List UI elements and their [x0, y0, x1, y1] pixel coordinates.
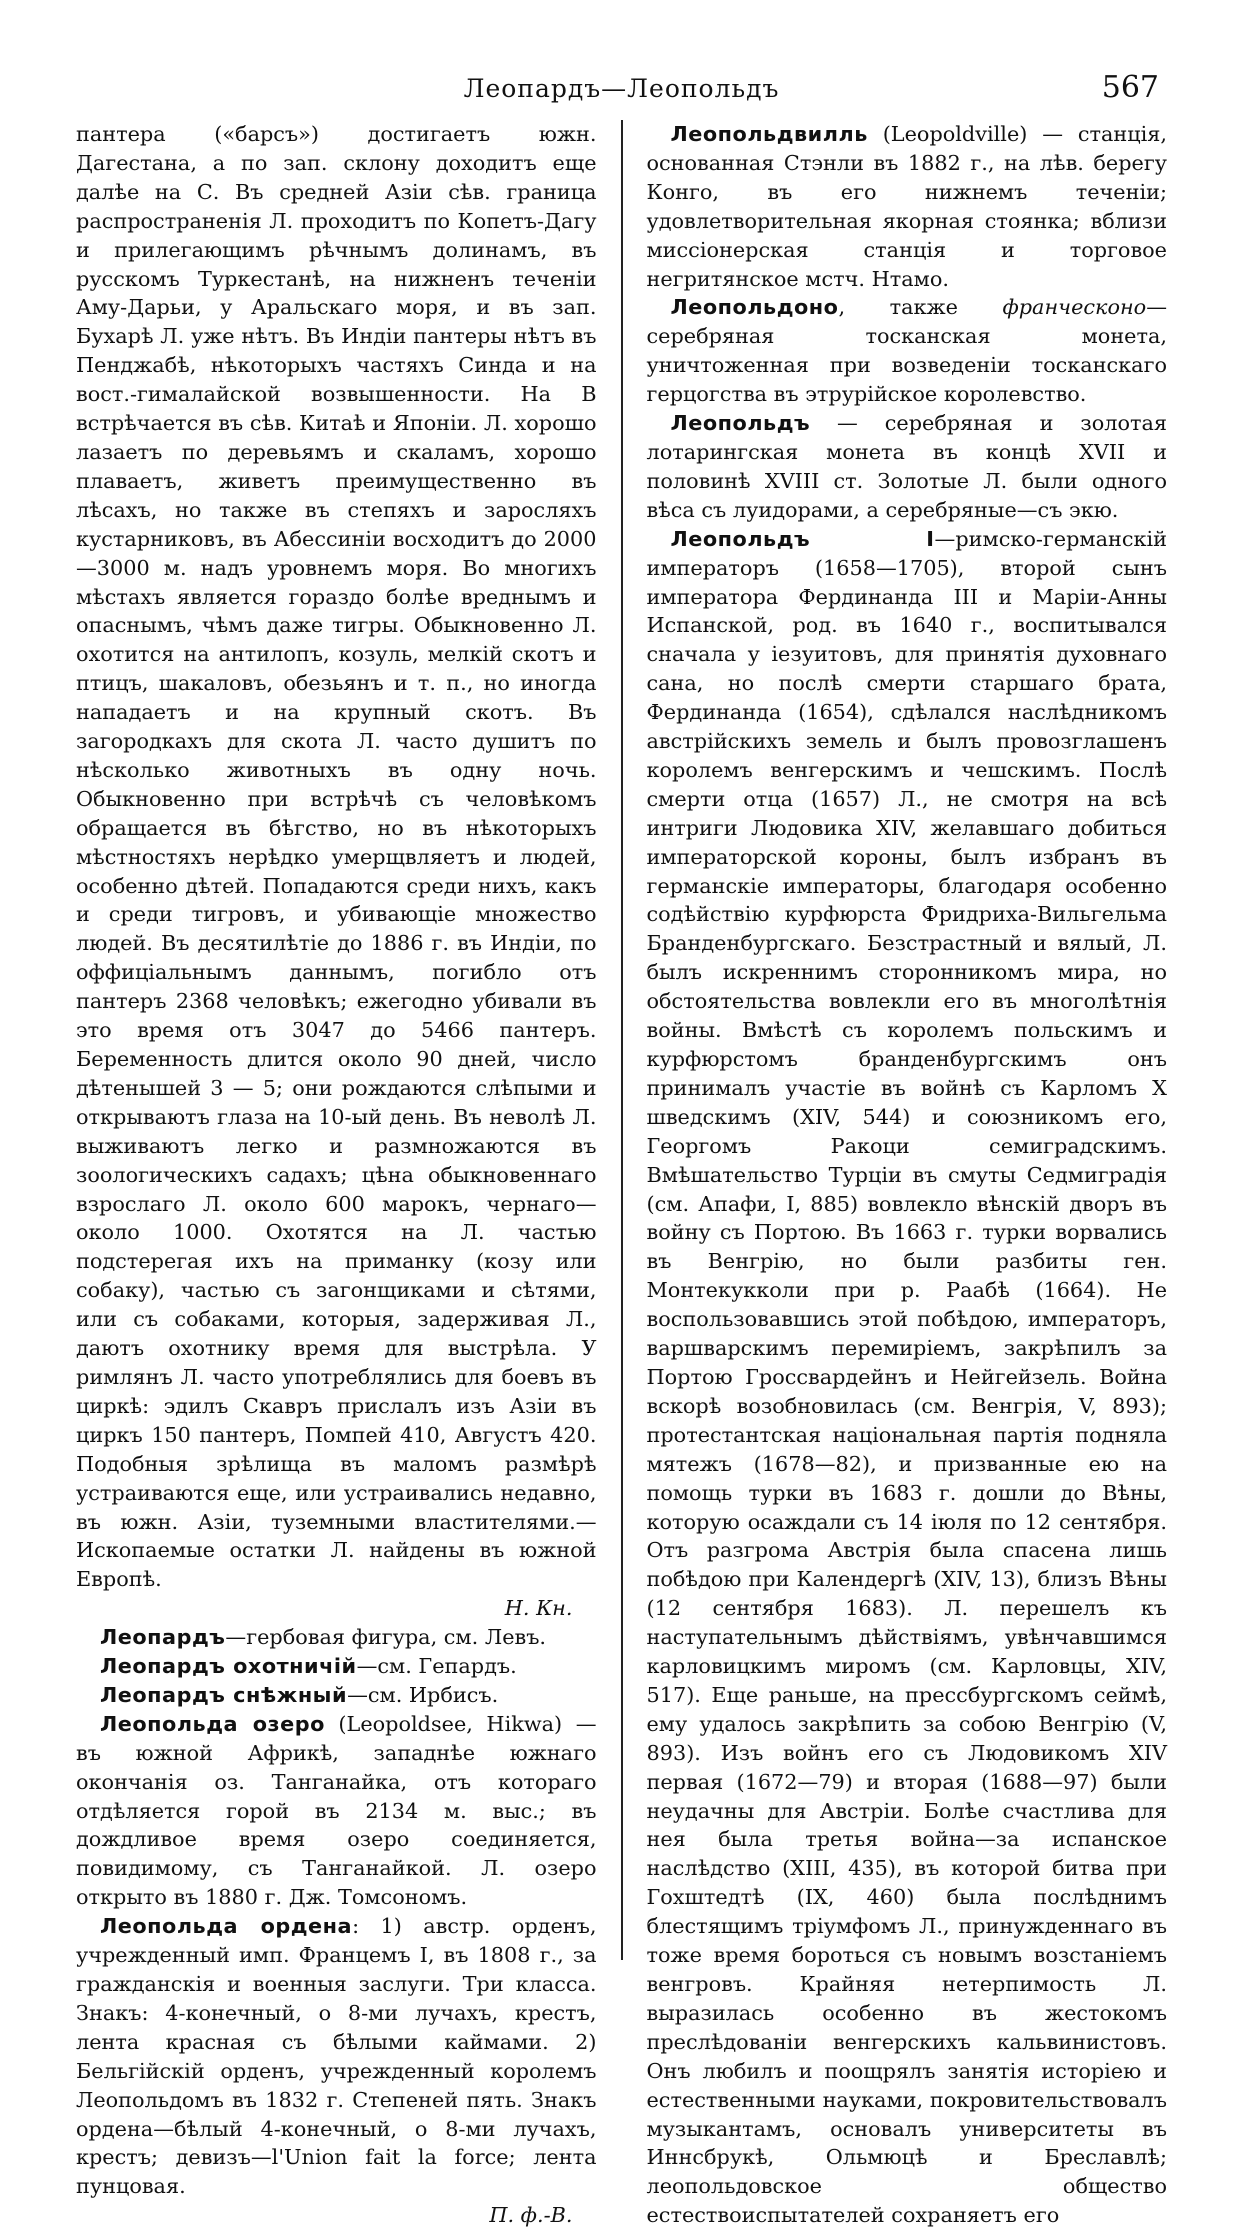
entry-headword: Леопольда озеро	[100, 1711, 325, 1736]
leopard-article-continuation: пантера («барсъ») достигаетъ южн. Дагестана, а по зап. склону доходитъ еще далѣе на С. Въ средней Азіи сѣв. граница распространенія Л. проходитъ по Копетъ-Дагу и прилегающимъ рѣчнымъ долинамъ, въ русскомъ Туркестанѣ, на нижненъ теченіи Аму-Дарьи, у Аральскаго моря, и въ зап. Бухарѣ Л. уже нѣтъ. Въ Индіи пантеры нѣтъ въ Пенджабѣ, нѣкоторыхъ частяхъ Синда и на вост.-гималайской возвышенности. На В встрѣчается въ сѣв. Китаѣ и Японіи. Л. хорошо лазаетъ по деревьямъ и скаламъ, хорошо плаваетъ, живетъ преимущественно въ лѣсахъ, но также въ степяхъ и заросляхъ кустарниковъ, въ Абесcиніи восходитъ до 2000—3000 м. надъ уровнемъ моря. Во многихъ мѣстахъ является гораздо болѣе вреднымъ и опаснымъ, чѣмъ даже тигры. Обыкновенно Л. охотится на антилопъ, козуль, мелкій скотъ и птицъ, шакаловъ, обезьянъ и т. п., но иногда нападаетъ и на крупный скотъ. Въ загородкахъ для скота Л. часто душитъ по нѣсколько животныхъ въ одну ночь. Обыкновенно при встрѣчѣ съ человѣкомъ обращается въ бѣгство, но въ нѣкоторыхъ мѣстностяхъ нерѣдко умерщвляетъ и людей, особенно дѣтей. Попадаются среди нихъ, какъ и среди тигровъ, и убивающіе множество людей. Въ десятилѣтіе до 1886 г. въ Индіи, по оффиціальнымъ даннымъ, погибло отъ пантеръ 2368 человѣкъ; ежегодно убивали въ это время отъ 3047 до 5466 пантеръ. Беременность длится около 90 дней, число дѣтенышей 3 — 5; они рождаются слѣпыми и открываютъ глаза на 10-ый день. Въ неволѣ Л. выживаютъ легко и размножаются въ зоологическихъ садахъ; цѣна обыкновеннаго взрослаго Л. около 600 марокъ, чернаго—около 1000. Охотятся на Л. частью подстерегая ихъ на приманку (козу или собаку), частью съ загонщиками и сѣтями, или съ собаками, которыя, задерживая Л., даютъ охотнику время для выстрѣла. У римлянъ Л. часто употреблялись для боевъ въ циркѣ: эдилъ Скавръ прислалъ изъ Азіи въ циркъ 150 пантеръ, Помпей 410, Августъ 420. Подобныя зрѣлища въ маломъ размѣрѣ устраиваются еще, или устраивались недавно, въ южн. Азіи, туземными властителями.—Ископаемые остатки Л. найдены въ южной Европѣ.	[76, 122, 597, 1592]
entry-text: (Leopoldville) — станція, основанная Стэнли въ 1882 г., на лѣв. берегу Конго, въ его нижнемъ теченіи; удовлетворительная якорная стоянка; вблизи миссіонерская станція и торговое негритянское мстч. Нтамо.	[646, 122, 1167, 291]
entry-headword: Леопольдоно	[670, 295, 839, 320]
text-columns	[76, 120, 1167, 2228]
entry-text: (Leopoldsee, Hikwa) — въ южной Африкѣ, западнѣе южнаго окончанія оз. Танганайка, отъ котораго отдѣляется горой въ 2134 м. выс.; въ дождливое время озеро соединяется, повидимому, съ Танганайкой. Л. озеро открыто въ 1880 г. Дж. Томсономъ.	[76, 1711, 597, 1910]
entry-leopold-i	[647, 525, 1168, 2230]
right-column	[646, 120, 1168, 2228]
entry-hunting-leopard	[76, 1652, 597, 1681]
running-head: Леопардъ—Леопольдъ	[463, 74, 780, 103]
entry-leopold-orders	[76, 1912, 597, 2201]
entry-text: , также	[838, 295, 1003, 320]
entry-leopold-coin	[647, 409, 1168, 525]
entry-headword: Леопольдвилль	[670, 122, 868, 146]
author-signature: Н. Кн.	[504, 1596, 573, 1621]
entry-headword: Леопольда ордена	[100, 1914, 353, 1939]
entry-text: — серебряная и золотая лотарингская монета въ концѣ XVII и половинѣ XVIII ст. Золотые Л. были одного вѣса съ луидорами, а серебряные—съ экю.	[646, 411, 1167, 522]
entry-italic-term: франческоно	[1002, 295, 1147, 320]
page-header	[76, 64, 1167, 108]
entry-text: —см. Гепардъ.	[356, 1654, 517, 1679]
entry-snow-leopard	[76, 1681, 597, 1710]
left-column	[76, 120, 597, 2228]
entry-headword: Леопардъ снѣжный	[100, 1682, 348, 1707]
entry-leopold-lake	[76, 1710, 597, 1912]
entry-headword: Леопардъ	[100, 1625, 226, 1650]
entry-leopoldono	[647, 293, 1168, 409]
entry-leopoldville	[647, 120, 1168, 293]
entry-leopard-heraldic	[76, 1623, 597, 1652]
entry-headword: Леопольдъ I	[670, 526, 935, 551]
entry-headword: Леопольдъ	[670, 411, 811, 436]
author-signature: П. ф.-В.	[489, 2203, 573, 2228]
entry-text: —римско-германскій императоръ (1658—1705), второй сынъ императора Фердинанда III и Маріи-Анны Испанской, род. въ 1640 г., воспитывался сначала у іезуитовъ, для принятія духовнаго сана, но послѣ смерти старшаго брата, Фердинанда (1654), сдѣлался наслѣдникомъ австрійскихъ земель и былъ провозглашенъ королемъ венгерскимъ и чешскимъ. Послѣ смерти отца (1657) Л., не смотря на всѣ интриги Людовика XIV, желавшаго добиться императорской короны, былъ избранъ въ германскіе императоры, благодаря особенно содѣйствію курфюрста Фридриха-Вильгельма Бранденбургскаго. Безстрастный и вялый, Л. былъ искреннимъ сторонникомъ мира, но обстоятельства вовлекли его въ многолѣтнія войны. Вмѣстѣ съ королемъ польскимъ и курфюрстомъ бранденбургскимъ онъ принималъ участіе въ войнѣ съ Карломъ X шведскимъ (XIV, 544) и союзникомъ его, Георгомъ Ракоци семиградскимъ. Вмѣшательство Турціи въ смуты Седмиградія (см. Апафи, I, 885) вовлекло вѣнскій дворъ въ войну съ Портою. Въ 1663 г. турки ворвались въ Венгрію, но были разбиты ген. Монтекукколи при р. Раабѣ (1664). Не воспользовавшись этой побѣдою, императоръ, варшварскимъ перемиріемъ, закрѣпилъ за Портою Гроссвардейнъ и Нейгейзель. Война вскорѣ возобновилась (см. Венгрія, V, 893); протестантская національная партія подняла мятежъ (1678—82), и призванные ею на помощь турки въ 1683 г. дошли до Вѣны, которую осаждали съ 14 іюля по 12 сентября. Отъ разгрома Австрія была спасена лишь побѣдою при Календергѣ (XIV, 13), близъ Вѣны (12 сентября 1683). Л. перешелъ къ наступательнымъ дѣйствіямъ, увѣнчавшимся карловицкимъ миромъ (см. Карловцы, XIV, 517). Еще раньше, на прессбургскомъ сеймѣ, ему удалось закрѣпить за собою Венгрію (V, 893). Изъ войнъ его съ Людовикомъ XIV первая (1672—79) и вторая (1688—97) были неудачны для Австріи. Болѣе счастлива для нея была третья война—за испанское наслѣдство (XIII, 435), въ которой битва при Гохштедтѣ (IX, 460) была послѣднимъ блестящимъ тріумфомъ Л., принужденнаго въ тоже время бороться съ новымъ возстаніемъ венгровъ. Крайняя нетерпимость Л. выразилась особенно въ жестокомъ преслѣдованіи венгерскихъ кальвинистовъ. Онъ любилъ и поощрялъ занятія исторіею и естественными науками, покровительствовалъ музыкантамъ, основалъ университеты въ Иннсбрукѣ, Ольмюцѣ и Бреславлѣ; леопольдовское общество естествоиспытателей сохраняетъ его	[646, 526, 1167, 2228]
entry-text: : 1) австр. орденъ, учрежденный имп. Францемъ I, въ 1808 г., за гражданскія и военныя заслуги. Три класса. Знакъ: 4-конечный, о 8-ми лучахъ, крестъ, лента красная съ бѣлыми каймами. 2) Бельгійскій орденъ, учрежденный королемъ Леопольдомъ въ 1832 г. Степеней пять. Знакъ ордена—бѣлый 4-конечный, о 8-ми лучахъ, крестъ; девизъ—l'Union fait la force; лента пунцовая.	[76, 1914, 597, 2199]
column-divider	[621, 120, 623, 1960]
entry-headword: Леопардъ охотничій	[100, 1654, 357, 1679]
entry-text: —гербовая фигура, см. Левъ.	[225, 1625, 547, 1650]
entry-text: —см. Ирбисъ.	[347, 1682, 499, 1707]
entry-text: —серебряная тосканская монета, уничтоженная при возведеніи тосканскаго герцогства въ этрурійское королевство.	[646, 295, 1167, 407]
page-number: 567	[1101, 70, 1159, 105]
